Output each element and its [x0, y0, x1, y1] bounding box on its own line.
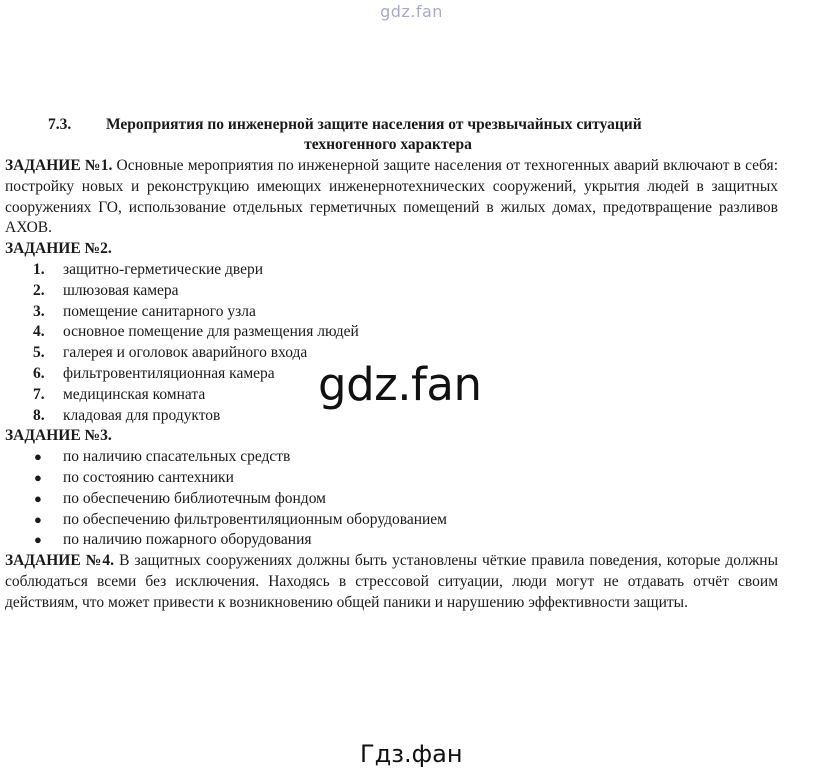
- list-item: [5, 510, 778, 531]
- bullet-icon: ●: [34, 449, 42, 465]
- list-item: [5, 260, 778, 281]
- list-item-text: по наличию спасательных средств: [63, 448, 291, 466]
- list-item-text: по обеспечению фильтровентиляционным оборудованием: [63, 510, 447, 528]
- list-item-text: медицинская комната: [63, 385, 206, 403]
- bullet-icon: ●: [34, 490, 42, 506]
- list-item-text: по наличию пожарного оборудования: [63, 531, 312, 549]
- list-item-text: фильтровентиляционная камера: [63, 364, 275, 382]
- task-4-label: ЗАДАНИЕ №4.: [5, 552, 115, 570]
- list-item: [5, 489, 778, 510]
- list-item: [5, 468, 778, 489]
- list-number: 8.: [33, 406, 45, 424]
- list-item-text: кладовая для продуктов: [63, 406, 221, 424]
- list-number: 5.: [33, 344, 45, 362]
- list-item-text: шлюзовая камера: [63, 281, 179, 299]
- list-item: [5, 281, 778, 302]
- bottom-watermark: Гдз.фан: [360, 740, 463, 768]
- section-title-line2: техногенного характера: [304, 136, 472, 153]
- list-item-text: помещение санитарного узла: [63, 302, 256, 320]
- list-item-text: по состоянию сантехники: [63, 468, 234, 486]
- task-4-text: В защитных сооружениях должны быть установлены чёткие правила поведения, которые должны соблюдаться всеми без исключения. Находясь в стрессовой ситуации, люди могут не отдавать отчёт своим действиям, что может привести к возникновению общей паники и нарушению эффективности защиты.: [5, 552, 778, 611]
- bullet-icon: ●: [34, 532, 42, 548]
- task-3-label: ЗАДАНИЕ №3.: [5, 427, 112, 445]
- bullet-icon: ●: [34, 469, 42, 485]
- task-4: [5, 551, 778, 613]
- task-1-label: ЗАДАНИЕ №1.: [5, 157, 113, 174]
- list-item-text: защитно-герметические двери: [63, 260, 264, 278]
- section-heading: [48, 115, 768, 155]
- list-item-text: основное помещение для размещения людей: [63, 323, 359, 341]
- list-number: 2.: [33, 281, 45, 299]
- task-3-list: [5, 447, 778, 551]
- top-watermark: gdz.fan: [380, 2, 443, 21]
- list-number: 6.: [33, 364, 45, 382]
- task-1: [5, 156, 778, 239]
- list-item-text: по обеспечению библиотечным фондом: [63, 489, 326, 507]
- list-number: 4.: [33, 323, 45, 341]
- section-title-line1: Мероприятия по инженерной защите населения от чрезвычайных ситуаций: [106, 116, 642, 133]
- list-item-text: галерея и оголовок аварийного входа: [63, 344, 308, 362]
- list-item: [5, 322, 778, 343]
- list-item: [5, 530, 778, 551]
- task-2-label: ЗАДАНИЕ №2.: [5, 240, 112, 258]
- list-item: [5, 447, 778, 468]
- center-watermark: gdz.fan: [318, 358, 482, 411]
- list-number: 1.: [33, 260, 45, 278]
- list-number: 7.: [33, 385, 45, 403]
- task-1-text: Основные мероприятия по инженерной защите населения от техногенных аварий включают в себя: постройку новых и реконструкцию имеющих инженернотехнических сооружений, укрытия людей в защитных сооружениях ГО, использование отдельных герметичных помещений в жилых домах, предотвращение разливов АХОВ.: [5, 157, 778, 237]
- list-item: [5, 302, 778, 323]
- bullet-icon: ●: [34, 511, 42, 527]
- list-number: 3.: [33, 302, 45, 320]
- section-number: 7.3.: [48, 116, 72, 133]
